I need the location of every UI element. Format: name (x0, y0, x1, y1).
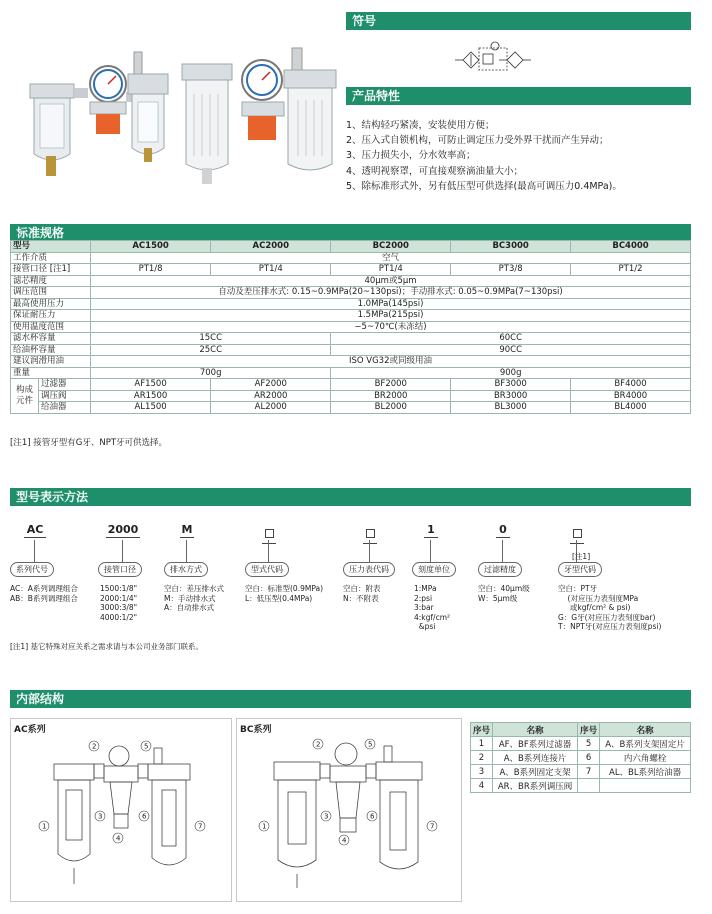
table-header: 名称 (600, 723, 691, 737)
label-scale-unit: 刻度单位 (412, 562, 456, 577)
ac-diagram-title: AC系列 (14, 725, 46, 735)
table-row (11, 402, 691, 414)
section-bar-features (346, 87, 691, 105)
feature-item: 4、透明视察罩，可直接观察滴油量大小； (346, 165, 524, 177)
section-title: 符号 (352, 14, 377, 28)
row-label: 建议润滑用油 (11, 356, 91, 368)
code-placeholder-box (366, 529, 375, 538)
table-cell: AR、BR系列调压阀 (493, 779, 578, 793)
desc-thread: 空白：PT牙 (对应压力表刻度MPa 或kgf/cm² & psi) G：G牙(对应压力表刻度bar) T：NPT牙(对应压力表刻度psi) (558, 584, 662, 631)
code-thread (570, 523, 584, 544)
row-label: 调压阀 (39, 390, 91, 402)
section-bar-model (10, 488, 691, 506)
table-cell: AF1500 (91, 379, 211, 391)
label-port-size: 接管口径 (98, 562, 142, 577)
code-underline (424, 537, 438, 538)
table-header: 型号 (11, 241, 91, 253)
table-cell: BF4000 (571, 379, 691, 391)
connector-line (34, 540, 35, 562)
code-char: AC (26, 523, 44, 536)
code-type (262, 523, 276, 544)
table-cell: A、B系列固定支架 (493, 765, 578, 779)
section-bar-arrow (346, 12, 355, 30)
bc-internal-diagram (240, 734, 460, 900)
table-header: 序号 (578, 723, 600, 737)
callout-label: 3 (324, 812, 329, 821)
table-cell: 700g (91, 367, 331, 379)
callout-label: 5 (144, 742, 149, 751)
feature-list (346, 118, 696, 194)
table-cell: 25CC (91, 344, 331, 356)
table-cell: PT1/2 (571, 264, 691, 276)
callout-label: 7 (430, 822, 435, 831)
table-header: BC4000 (571, 241, 691, 253)
table-cell: AF2000 (211, 379, 331, 391)
bc-diagram-title: BC系列 (240, 725, 272, 735)
table-header: AC2000 (211, 241, 331, 253)
table-row (471, 765, 691, 779)
feature-item: 1、结构轻巧紧凑，安装使用方便； (346, 120, 495, 131)
desc-port: 1500:1/8" 2000:1/4" 3000:3/8" 4000:1/2" (100, 584, 138, 622)
table-header: 序号 (471, 723, 493, 737)
desc-type: 空白：标准型(0.9MPa) L：低压型(0.4MPa) (245, 584, 324, 603)
model-footnote: [注1] 基它特殊对应关系之需求请与本公司业务部门联系。 (10, 642, 204, 651)
table-cell: AL、BL系列给油器 (600, 765, 691, 779)
table-cell: A、B系列连接片 (493, 751, 578, 765)
callout-label: 3 (98, 812, 103, 821)
thread-note-tag: [注1] (572, 552, 591, 561)
table-cell: AL1500 (91, 402, 211, 414)
label-filtration: 过滤精度 (478, 562, 522, 577)
table-cell: 1.0MPa(145psi) (91, 298, 691, 310)
feature-item: 2、压入式自锁机构，可防止调定压力受外界干扰而产生异动； (346, 135, 609, 147)
code-series (24, 523, 46, 538)
label-series-code: 系列代号 (10, 562, 54, 577)
ac-series-product-photo (28, 44, 173, 194)
code-char: 1 (427, 523, 435, 536)
table-cell: BR4000 (571, 390, 691, 402)
code-char: 2000 (107, 523, 139, 536)
connector-line (430, 540, 431, 562)
connector-line (122, 540, 123, 562)
bc-series-product-photo (180, 44, 340, 194)
table-header: AC1500 (91, 241, 211, 253)
section-bar-symbol (346, 12, 691, 30)
table-header: BC2000 (331, 241, 451, 253)
code-underline (262, 543, 276, 544)
ac-internal-diagram (14, 734, 230, 900)
callout-label: 2 (316, 740, 321, 749)
table-cell: ISO VG32或同级用油 (91, 356, 691, 368)
desc-drain: 空白：差压排水式 M：手动排水式 A：自动排水式 (164, 584, 224, 612)
callout-label: 2 (92, 742, 97, 751)
table-cell: 6 (578, 751, 600, 765)
table-row (11, 241, 691, 253)
table-cell: 7 (578, 765, 600, 779)
table-cell: AL2000 (211, 402, 331, 414)
table-header: 名称 (493, 723, 578, 737)
row-label: 滤芯精度 (11, 275, 91, 287)
code-placeholder-box (265, 529, 274, 538)
row-label: 最高使用压力 (11, 298, 91, 310)
table-row (471, 723, 691, 737)
section-bar-arrow (10, 488, 19, 506)
table-row (471, 751, 691, 765)
code-char: M (181, 523, 193, 536)
section-title: 标准规格 (16, 226, 65, 240)
table-cell: BR3000 (451, 390, 571, 402)
row-label: 保证耐压力 (11, 310, 91, 322)
table-row (11, 390, 691, 402)
row-label: 工作介质 (11, 252, 91, 264)
row-label: 给油器 (39, 402, 91, 414)
table-row (11, 333, 691, 345)
connector-line (502, 540, 503, 562)
section-bar-internal (10, 690, 691, 708)
table-cell: 15CC (91, 333, 331, 345)
table-cell (600, 779, 691, 793)
code-underline (180, 537, 194, 538)
label-gauge-code: 压力表代码 (343, 562, 395, 577)
code-underline (24, 537, 46, 538)
table-cell: BF2000 (331, 379, 451, 391)
table-cell: BL4000 (571, 402, 691, 414)
section-title: 产品特性 (352, 89, 401, 103)
table-cell: BF3000 (451, 379, 571, 391)
code-char: 0 (499, 523, 507, 536)
table-row (11, 252, 691, 264)
code-placeholder-box (573, 529, 582, 538)
table-row (11, 275, 691, 287)
row-label: 使用温度范围 (11, 321, 91, 333)
table-cell: 60CC (331, 333, 691, 345)
callout-label: 1 (262, 822, 267, 831)
table-cell: PT1/4 (331, 264, 451, 276)
row-label: 构成元件 (11, 379, 39, 414)
code-port (106, 523, 140, 538)
pneumatic-symbol-icon (455, 40, 531, 76)
table-cell: 内六角螺栓 (600, 751, 691, 765)
table-cell (578, 779, 600, 793)
section-title: 型号表示方法 (16, 490, 89, 504)
table-cell: BL3000 (451, 402, 571, 414)
table-cell: BR2000 (331, 390, 451, 402)
table-cell: 1 (471, 737, 493, 751)
feature-item: 5、除标准形式外，另有低压型可供选择(最高可调压力0.4MPa)。 (346, 180, 622, 192)
code-underline (570, 543, 584, 544)
code-filtration (496, 523, 510, 538)
parts-table (470, 722, 691, 793)
table-cell: 空气 (91, 252, 691, 264)
table-cell: 4 (471, 779, 493, 793)
callout-label: 4 (342, 836, 347, 845)
row-label: 滤水杯容量 (11, 333, 91, 345)
table-cell: −5~70℃(未冻结) (91, 321, 691, 333)
connector-line (369, 540, 370, 562)
table-cell: AR1500 (91, 390, 211, 402)
table-cell: 90CC (331, 344, 691, 356)
callout-label: 6 (142, 812, 147, 821)
row-label: 重量 (11, 367, 91, 379)
section-title: 内部结构 (16, 692, 65, 706)
table-row (11, 321, 691, 333)
row-label: 接管口径 [注1] (11, 264, 91, 276)
table-cell: 5 (578, 737, 600, 751)
table-row (11, 264, 691, 276)
row-label: 给油杯容量 (11, 344, 91, 356)
table-row (11, 379, 691, 391)
table-cell: PT3/8 (451, 264, 571, 276)
callout-label: 1 (42, 822, 47, 831)
label-type-code: 型式代码 (245, 562, 289, 577)
row-label: 过滤器 (39, 379, 91, 391)
table-row (11, 287, 691, 299)
label-drain-type: 排水方式 (164, 562, 208, 577)
table-cell: BL2000 (331, 402, 451, 414)
table-header: BC3000 (451, 241, 571, 253)
desc-series: AC：A系列调理组合 AB：B系列调理组合 (10, 584, 78, 603)
callout-label: 4 (116, 834, 121, 843)
section-bar-arrow (346, 87, 355, 105)
callout-label: 6 (370, 812, 375, 821)
desc-unit: 1:MPa 2:psi 3:bar 4:kgf/cm² &psi (414, 584, 451, 631)
table-cell: A、B系列支架固定片 (600, 737, 691, 751)
table-row (11, 344, 691, 356)
feature-item: 3、压力损失小，分水效率高； (346, 150, 476, 162)
desc-gauge: 空白：附表 N：不附表 (343, 584, 381, 603)
desc-filtration: 空白：40μm级 W：5μm级 (478, 584, 530, 603)
table-row (11, 367, 691, 379)
table-cell: 2 (471, 751, 493, 765)
table-cell: PT1/4 (211, 264, 331, 276)
spec-footnote: [注1] 接管牙型有G牙、NPT牙可供选择。 (10, 438, 168, 448)
connector-line (186, 540, 187, 562)
table-cell: 自动及差压排水式: 0.15~0.9MPa(20~130psi)；手动排水式: 0.05~0.9MPa(7~130psi) (91, 287, 691, 299)
code-unit (424, 523, 438, 538)
code-underline (363, 543, 377, 544)
connector-line (268, 540, 269, 562)
label-thread-code: 牙型代码 (558, 562, 602, 577)
table-cell: 40μm或5μm (91, 275, 691, 287)
code-drain (180, 523, 194, 538)
table-row (11, 310, 691, 322)
code-underline (496, 537, 510, 538)
table-row (471, 779, 691, 793)
table-cell: PT1/8 (91, 264, 211, 276)
spec-table (10, 240, 691, 414)
table-row (11, 356, 691, 368)
table-cell: AR2000 (211, 390, 331, 402)
row-label: 调压范围 (11, 287, 91, 299)
code-gauge (363, 523, 377, 544)
code-underline (106, 537, 140, 538)
callout-label: 7 (198, 822, 203, 831)
table-row (11, 298, 691, 310)
table-cell: 1.5MPa(215psi) (91, 310, 691, 322)
table-cell: 900g (331, 367, 691, 379)
callout-label: 5 (368, 740, 373, 749)
table-cell: 3 (471, 765, 493, 779)
table-cell: AF、BF系列过滤器 (493, 737, 578, 751)
section-bar-arrow (10, 690, 19, 708)
table-row (471, 737, 691, 751)
